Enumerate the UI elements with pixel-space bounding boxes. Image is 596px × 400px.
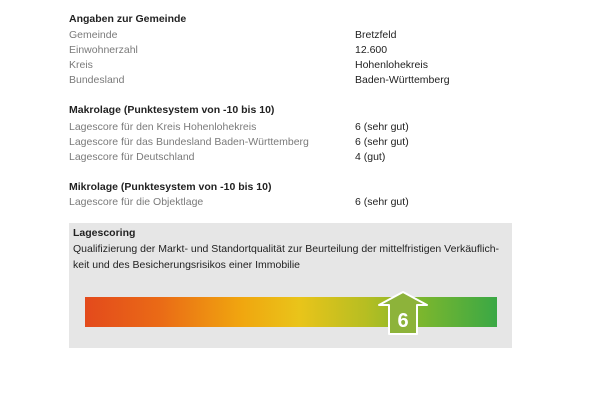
section-title-gemeinde: Angaben zur Gemeinde bbox=[69, 13, 187, 25]
section-title-mikrolage: Mikrolage (Punktesystem von -10 bis 10) bbox=[69, 181, 272, 193]
section-title-makrolage: Makrolage (Punktesystem von -10 bis 10) bbox=[69, 104, 275, 116]
lagescoring-panel bbox=[69, 223, 512, 348]
row-lagescore-bundesland bbox=[69, 136, 529, 150]
row-lagescore-kreis bbox=[69, 121, 529, 135]
row-label: Lagescore für den Kreis Hohenlohekreis bbox=[69, 121, 257, 133]
score-gradient-bar bbox=[85, 297, 497, 327]
row-lagescore-deutschland bbox=[69, 151, 529, 165]
row-value: Bretzfeld bbox=[355, 29, 397, 41]
row-value: Baden-Württemberg bbox=[355, 74, 450, 86]
row-label: Kreis bbox=[69, 59, 93, 71]
row-label: Bundesland bbox=[69, 74, 125, 86]
score-arrow-icon bbox=[378, 291, 428, 335]
score-marker bbox=[378, 291, 428, 335]
lagescoring-description bbox=[73, 241, 503, 273]
row-einwohnerzahl bbox=[69, 44, 529, 58]
row-value: Hohenlohekreis bbox=[355, 59, 428, 71]
row-label: Gemeinde bbox=[69, 29, 118, 41]
row-value: 12.600 bbox=[355, 44, 388, 56]
row-label: Lagescore für Deutschland bbox=[69, 151, 195, 163]
lagescoring-description-line: Qualifizierung der Markt- und Standortqualität zur Beurteilung der mittelfristigen Verkäuflich- bbox=[73, 243, 500, 255]
row-label: Lagescore für die Objektlage bbox=[69, 196, 204, 208]
row-value: 4 (gut) bbox=[355, 151, 386, 163]
row-lagescore-objektlage bbox=[69, 196, 529, 210]
lagescoring-description-line: keit und des Besicherungsrisikos einer Immobilie bbox=[73, 259, 301, 271]
lagescoring-title: Lagescoring bbox=[73, 227, 136, 239]
row-value: 6 (sehr gut) bbox=[355, 121, 409, 133]
row-gemeinde bbox=[69, 29, 529, 43]
row-label: Lagescore für das Bundesland Baden-Württemberg bbox=[69, 136, 309, 148]
row-value: 6 (sehr gut) bbox=[355, 196, 409, 208]
row-kreis bbox=[69, 59, 529, 73]
row-value: 6 (sehr gut) bbox=[355, 136, 409, 148]
row-label: Einwohnerzahl bbox=[69, 44, 138, 56]
row-bundesland bbox=[69, 74, 529, 88]
score-value: 6 bbox=[397, 310, 409, 332]
